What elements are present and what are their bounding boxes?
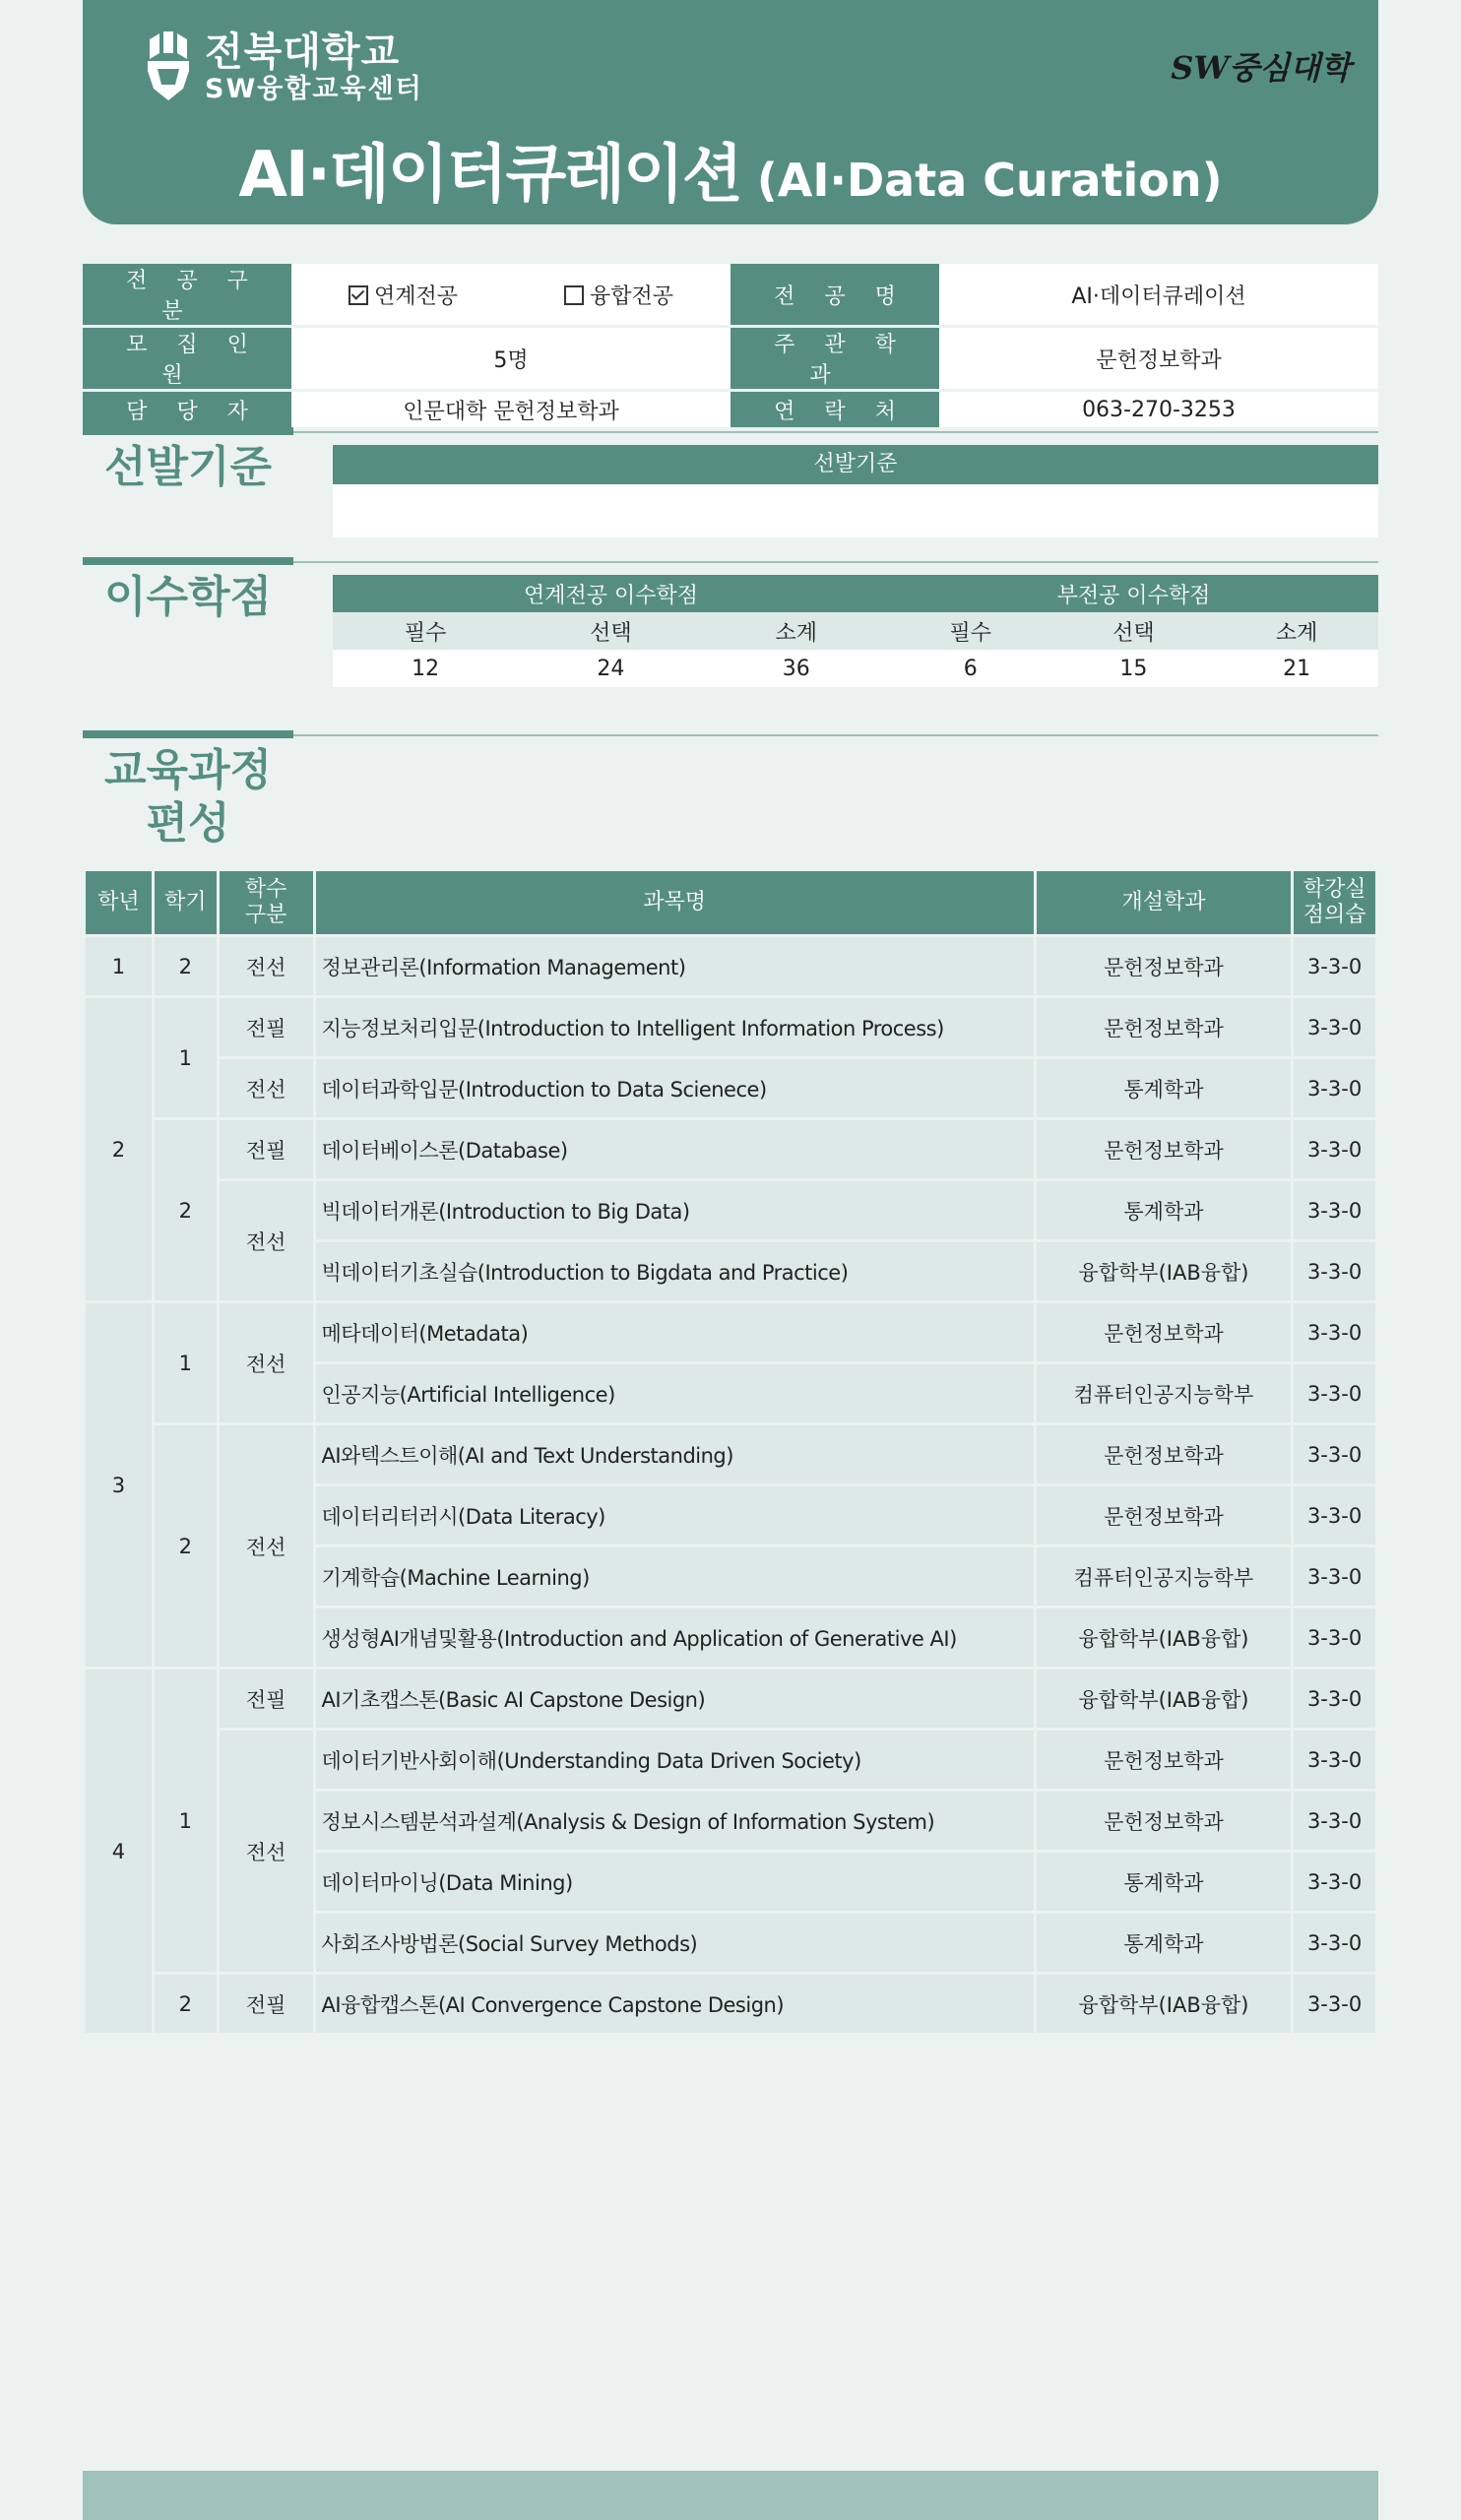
credit-value: 15 xyxy=(1052,650,1216,687)
option-label: 연계전공 xyxy=(373,284,458,309)
header-line: 점의습 xyxy=(1302,903,1366,927)
header-line: 학수 xyxy=(244,877,287,902)
credits-table xyxy=(333,575,1378,687)
subject-cell: AI기초캡스톤(Basic AI Capstone Design) xyxy=(314,1669,1035,1730)
university-emblem-icon xyxy=(146,30,191,104)
type-cell: 전선 xyxy=(218,1302,314,1424)
hours-cell: 3-3-0 xyxy=(1293,1913,1377,1974)
table-row xyxy=(85,936,1377,997)
department-cell: 문헌정보학과 xyxy=(1035,936,1292,997)
credit-value: 21 xyxy=(1215,650,1378,687)
header-subject: 과목명 xyxy=(314,870,1035,936)
header-year: 학년 xyxy=(85,870,154,936)
header-banner xyxy=(83,0,1378,224)
department-cell: 융합학부(IAB융합) xyxy=(1035,1241,1292,1302)
info-label: 전공명 xyxy=(730,264,939,327)
selection-criteria-content xyxy=(333,484,1378,537)
department-cell: 문헌정보학과 xyxy=(1035,1791,1292,1852)
hours-cell: 3-3-0 xyxy=(1293,997,1377,1058)
header-hours xyxy=(1293,870,1377,936)
department-cell: 통계학과 xyxy=(1035,1058,1292,1119)
credit-value: 36 xyxy=(704,650,889,687)
subject-cell: 데이터마이닝(Data Mining) xyxy=(314,1852,1035,1913)
info-label: 모집인원 xyxy=(83,327,291,391)
hours-cell: 3-3-0 xyxy=(1293,1424,1377,1485)
title-english: (AI·Data Curation) xyxy=(756,154,1223,207)
credit-value: 24 xyxy=(518,650,703,687)
table-row xyxy=(85,1669,1377,1730)
option-convergence-major[interactable] xyxy=(564,280,673,310)
subject-cell: 기계학습(Machine Learning) xyxy=(314,1546,1035,1607)
credits-values-row xyxy=(333,650,1378,687)
department-cell: 컴퓨터인공지능학부 xyxy=(1035,1546,1292,1607)
table-row xyxy=(85,1424,1377,1485)
type-cell: 전선 xyxy=(218,1058,314,1119)
column-header: 소계 xyxy=(704,612,889,650)
type-cell: 전선 xyxy=(218,1730,314,1974)
hours-cell: 3-3-0 xyxy=(1293,1730,1377,1791)
curriculum-table xyxy=(83,868,1378,2036)
table-row xyxy=(85,1730,1377,1791)
info-value: 5명 xyxy=(291,327,730,391)
type-cell: 전선 xyxy=(218,1180,314,1302)
department-cell: 컴퓨터인공지능학부 xyxy=(1035,1363,1292,1424)
checked-box-icon xyxy=(349,285,368,305)
subject-cell: 데이터과학입문(Introduction to Data Scienece) xyxy=(314,1058,1035,1119)
unchecked-box-icon xyxy=(564,285,584,305)
center-name: SW융합교육센터 xyxy=(205,74,423,104)
info-label: 주관학과 xyxy=(730,327,939,391)
hours-cell: 3-3-0 xyxy=(1293,1974,1377,2035)
group-minor: 부전공 이수학점 xyxy=(889,575,1378,612)
group-linked-major: 연계전공 이수학점 xyxy=(333,575,889,612)
semester-cell: 2 xyxy=(153,1119,218,1302)
section-accent-bar xyxy=(83,730,293,738)
department-cell: 문헌정보학과 xyxy=(1035,1302,1292,1363)
subject-cell: 데이터리터러시(Data Literacy) xyxy=(314,1485,1035,1546)
semester-cell: 2 xyxy=(153,936,218,997)
subject-cell: 지능정보처리입문(Introduction to Intelligent Information Process) xyxy=(314,997,1035,1058)
type-cell: 전선 xyxy=(218,936,314,997)
subject-cell: 인공지능(Artificial Intelligence) xyxy=(314,1363,1035,1424)
year-cell: 3 xyxy=(85,1302,154,1669)
subject-cell: AI융합캡스톤(AI Convergence Capstone Design) xyxy=(314,1974,1035,2035)
subject-cell: 데이터기반사회이해(Understanding Data Driven Society) xyxy=(314,1730,1035,1791)
hours-cell: 3-3-0 xyxy=(1293,1607,1377,1669)
department-cell: 융합학부(IAB융합) xyxy=(1035,1974,1292,2035)
section-accent-bar xyxy=(83,427,293,435)
subject-cell: 메타데이터(Metadata) xyxy=(314,1302,1035,1363)
column-header: 선택 xyxy=(1052,612,1216,650)
credit-value: 12 xyxy=(333,650,518,687)
table-row xyxy=(85,1058,1377,1119)
hours-cell: 3-3-0 xyxy=(1293,1546,1377,1607)
column-header: 선택 xyxy=(518,612,703,650)
info-label: 전공구분 xyxy=(83,264,291,327)
department-cell: 문헌정보학과 xyxy=(1035,1730,1292,1791)
year-cell: 1 xyxy=(85,936,154,997)
hours-cell: 3-3-0 xyxy=(1293,1852,1377,1913)
subject-cell: 사회조사방법론(Social Survey Methods) xyxy=(314,1913,1035,1974)
department-cell: 문헌정보학과 xyxy=(1035,1424,1292,1485)
info-value: 인문대학 문헌정보학과 xyxy=(291,391,730,429)
subject-cell: 생성형AI개념및활용(Introduction and Application of Generative AI) xyxy=(314,1607,1035,1669)
option-label: 융합전공 xyxy=(590,284,674,309)
title-line: 편성 xyxy=(146,798,230,849)
info-value: 063-270-3253 xyxy=(939,391,1378,429)
header-type xyxy=(218,870,314,936)
subject-cell: 정보관리론(Information Management) xyxy=(314,936,1035,997)
section-title-curriculum xyxy=(83,744,293,850)
footer-bar xyxy=(83,2471,1378,2520)
info-value: AI·데이터큐레이션 xyxy=(939,264,1378,327)
department-cell: 융합학부(IAB융합) xyxy=(1035,1607,1292,1669)
subject-cell: 정보시스템분석과설계(Analysis & Design of Information System) xyxy=(314,1791,1035,1852)
type-cell: 전필 xyxy=(218,1669,314,1730)
title-korean: AI·데이터큐레이션 xyxy=(238,139,741,212)
page-title xyxy=(83,124,1378,215)
subject-cell: AI와텍스트이해(AI and Text Understanding) xyxy=(314,1424,1035,1485)
credits-group-header xyxy=(333,575,1378,612)
university-name: 전북대학교 xyxy=(205,30,401,75)
column-header: 필수 xyxy=(333,612,518,650)
department-cell: 문헌정보학과 xyxy=(1035,1119,1292,1180)
credit-value: 6 xyxy=(889,650,1052,687)
type-cell: 전필 xyxy=(218,997,314,1058)
header-line: 구분 xyxy=(244,903,287,927)
year-cell: 4 xyxy=(85,1669,154,2035)
option-linked-major[interactable] xyxy=(349,280,458,310)
department-cell: 통계학과 xyxy=(1035,1852,1292,1913)
type-cell: 전선 xyxy=(218,1424,314,1669)
subject-cell: 빅데이터개론(Introduction to Big Data) xyxy=(314,1180,1035,1241)
major-info-table xyxy=(83,264,1378,430)
hours-cell: 3-3-0 xyxy=(1293,1791,1377,1852)
type-cell: 전필 xyxy=(218,1119,314,1180)
section-title-credits: 이수학점 xyxy=(103,572,272,622)
section-accent-bar xyxy=(83,557,293,565)
section-title-selection: 선발기준 xyxy=(103,442,272,492)
department-cell: 통계학과 xyxy=(1035,1180,1292,1241)
sw-university-mark: SW중심대학 xyxy=(1171,49,1351,87)
hours-cell: 3-3-0 xyxy=(1293,1302,1377,1363)
semester-cell: 1 xyxy=(153,1669,218,1974)
header-department: 개설학과 xyxy=(1035,870,1292,936)
title-line: 교육과정 xyxy=(103,745,272,795)
department-cell: 문헌정보학과 xyxy=(1035,1485,1292,1546)
info-label: 담당자 xyxy=(83,391,291,429)
university-logo xyxy=(146,30,423,104)
column-header: 소계 xyxy=(1215,612,1378,650)
major-type-options xyxy=(291,264,730,327)
semester-cell: 1 xyxy=(153,1302,218,1424)
semester-cell: 2 xyxy=(153,1974,218,2035)
hours-cell: 3-3-0 xyxy=(1293,1485,1377,1546)
department-cell: 통계학과 xyxy=(1035,1913,1292,1974)
hours-cell: 3-3-0 xyxy=(1293,936,1377,997)
credits-column-header xyxy=(333,612,1378,650)
info-row xyxy=(83,327,1378,391)
hours-cell: 3-3-0 xyxy=(1293,1363,1377,1424)
table-row xyxy=(85,1180,1377,1241)
subject-cell: 빅데이터기초실습(Introduction to Bigdata and Practice) xyxy=(314,1241,1035,1302)
hours-cell: 3-3-0 xyxy=(1293,1119,1377,1180)
header-semester: 학기 xyxy=(153,870,218,936)
selection-criteria-header: 선발기준 xyxy=(333,445,1378,484)
table-row xyxy=(85,1302,1377,1363)
info-row xyxy=(83,391,1378,429)
header-line: 학강실 xyxy=(1302,877,1366,902)
semester-cell: 1 xyxy=(153,997,218,1119)
table-row xyxy=(85,1974,1377,2035)
hours-cell: 3-3-0 xyxy=(1293,1241,1377,1302)
semester-cell: 2 xyxy=(153,1424,218,1669)
department-cell: 문헌정보학과 xyxy=(1035,997,1292,1058)
year-cell: 2 xyxy=(85,997,154,1302)
table-header-row xyxy=(85,870,1377,936)
table-row xyxy=(85,997,1377,1058)
hours-cell: 3-3-0 xyxy=(1293,1058,1377,1119)
type-cell: 전필 xyxy=(218,1974,314,2035)
info-value: 문헌정보학과 xyxy=(939,327,1378,391)
table-row xyxy=(85,1119,1377,1180)
info-row xyxy=(83,264,1378,327)
column-header: 필수 xyxy=(889,612,1052,650)
info-label: 연락처 xyxy=(730,391,939,429)
hours-cell: 3-3-0 xyxy=(1293,1180,1377,1241)
hours-cell: 3-3-0 xyxy=(1293,1669,1377,1730)
department-cell: 융합학부(IAB융합) xyxy=(1035,1669,1292,1730)
subject-cell: 데이터베이스론(Database) xyxy=(314,1119,1035,1180)
